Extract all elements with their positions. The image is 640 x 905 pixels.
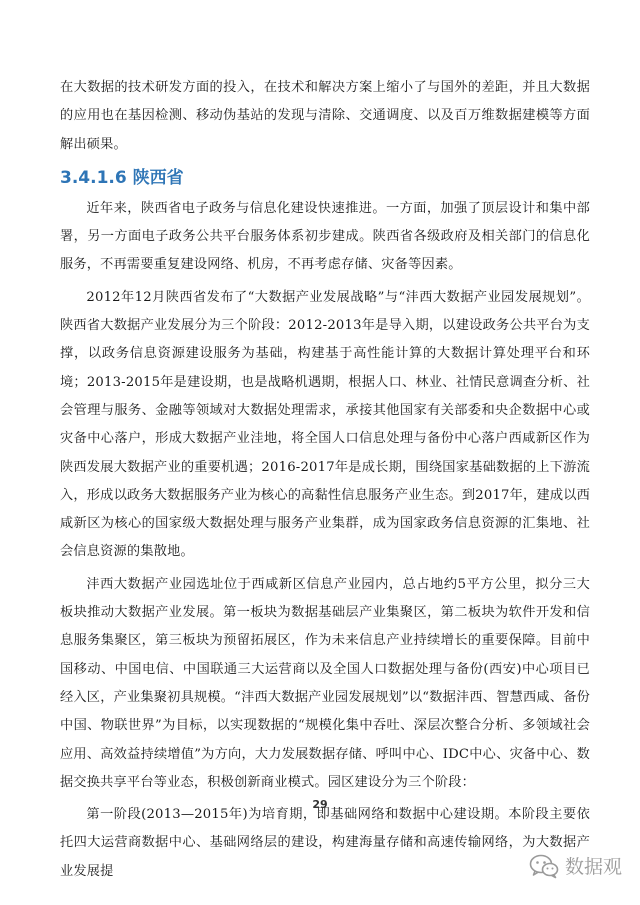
page-body (60, 74, 590, 890)
paragraph-phase-one: 第一阶段(2013—2015年)为培育期，即基础网络和数据中心建设期。本阶段主要依托四大运营商数据中心、基础网络层的建设，构建海量存储和高速传输网络，为大数据产业发展提 (60, 807, 590, 879)
watermark (529, 852, 622, 879)
paragraph-industrial-park: 沣西大数据产业园选址位于西咸新区信息产业园内，总占地约5平方公里，拟分三大板块推动大数据产业发展。第一板块为数据基础层产业集聚区，第二板块为软件开发和信息服务集聚区，第三板块为预留拓展区，作为未来信息产业持续增长的重要保障。目前中国移动、中国电信、中国联通三大运营商以及全国人口数据处理与备份(西安)中心项目已经入区，产业集聚初具规模。“沣西大数据产业园发展规划”以“数据沣西、智慧西咸、备份中国、物联世界”为目标，以实现数据的“规模化集中吞吐、深层次整合分析、多领域社会应用、高效益持续增值”为方向，大力发展数据存储、呼叫中心、IDC中心、灾备中心、数据交换共享平台等业态，积极创新商业模式。园区建设分为三个阶段： (60, 576, 590, 790)
page-number: 29 (312, 798, 328, 811)
paragraph-intro-continuation: 在大数据的技术研发方面的投入，在技术和解决方案上缩小了与国外的差距，并且大数据的应用也在基因检测、移动伪基站的发现与清除、交通调度、以及百万维数据建模等方面解出硕果。 (60, 80, 590, 152)
section-heading: 3.4.1.6 陕西省 (60, 167, 184, 188)
paragraph-overview: 近年来，陕西省电子政务与信息化建设快速推进。一方面，加强了顶层设计和集中部署，另一方面电子政务公共平台服务体系初步建成。陕西省各级政府及相关部门的信息化服务，不再需要重复建设网络、机房，不再考虑存储、灾备等因素。 (60, 200, 590, 273)
watermark-text: 数据观 (564, 856, 622, 878)
paragraph-strategy: 2012年12月陕西省发布了“大数据产业发展战略”与“沣西大数据产业园发展规划”。陕西省大数据产业发展分为三个阶段：2012-2013年是导入期，以建设政务公共平台为支撑，以政务信息资源建设服务为基础，构建基于高性能计算的大数据计算处理平台和环境；2013-2015年是建设期，也是战略机遇期，根据人口、林业、社情民意调查分析、社会管理与服务、金融等领域对大数据处理需求，承接其他国家有关部委和央企数据中心或灾备中心落户，形成大数据产业洼地，将全国人口信息处理与备份中心落户西咸新区作为陕西发展大数据产业的重要机遇；2016-2017年是成长期，围绕国家基础数据的上下游流入，形成以政务大数据服务产业为核心的高黏性信息服务产业生态。到2017年，建成以西咸新区为核心的国家级大数据处理与服务产业集群，成为国家政务信息资源的汇集地、社会信息资源的集散地。 (60, 289, 590, 560)
wechat-icon (529, 853, 559, 879)
